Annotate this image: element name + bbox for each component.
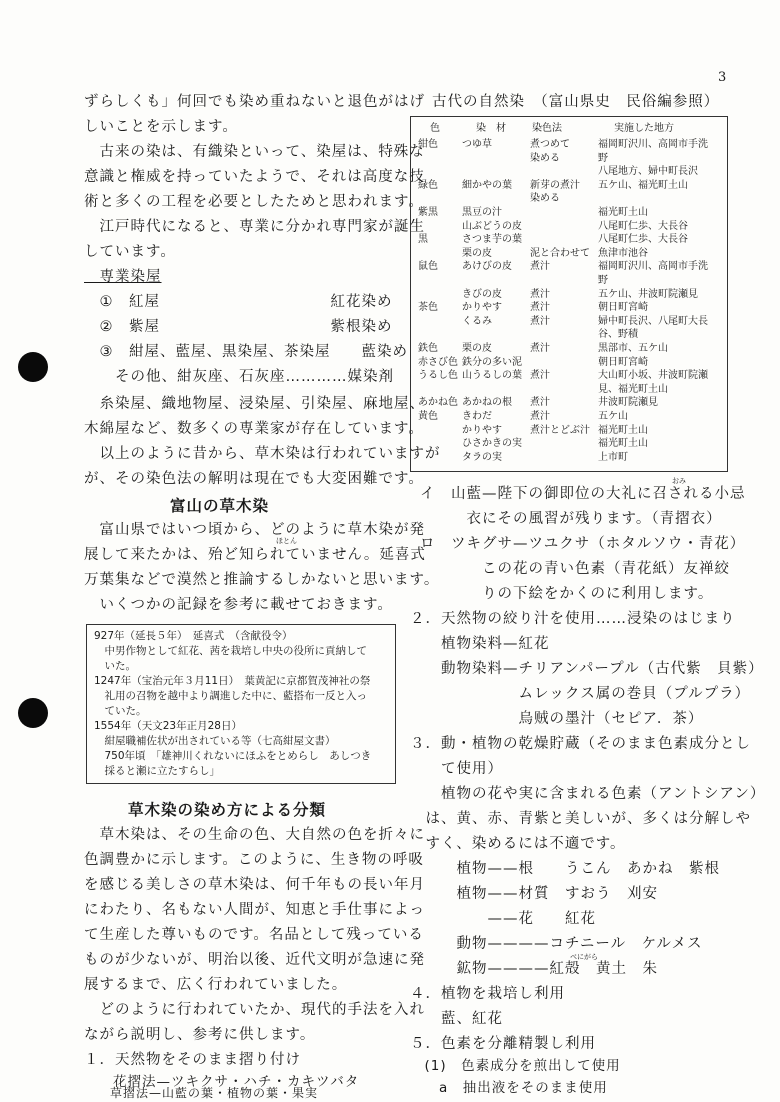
table-cell-material: ひさかきの実 (462, 438, 522, 450)
record-line: 中男作物として紅花、茜を栽培し中央の役所に貢納して (94, 645, 367, 657)
right-line: ——花 紅花 (410, 911, 596, 927)
right-line: ムレックス属の巻貝（プルプラ） (410, 686, 751, 702)
table-title: 古代の自然染 （富山県史 民俗編参照） (432, 94, 720, 110)
table-cell-region: 福岡町沢川、高岡市手洗 (598, 139, 708, 150)
table-cell-color: 茶色 (418, 302, 438, 314)
right-line: 烏贼の墨汁（セピア．茶） (410, 711, 704, 727)
table-cell-color: 赤さび色 (418, 356, 458, 368)
table-cell-color: 鼠色 (418, 261, 438, 273)
table-cell-method: 煮汁とどぶ汁 (530, 424, 590, 436)
table-cell-region: 福光町土山 (598, 424, 648, 436)
table-cell-region: 谷、野積 (598, 329, 638, 341)
right-line: ４．植物を栽培し利用 (410, 986, 565, 1002)
right-line: 衣にその風習が残ります。（青摺衣） (420, 511, 722, 527)
record-line: 927年（延長５年） 延喜式 （含献役令） (94, 630, 293, 642)
table-cell-region: 福岡町沢川、高岡市手洗 (598, 261, 708, 273)
left-line: 展するまで、広く行われていました。 (84, 977, 348, 993)
table-cell-region: 野 (598, 275, 608, 286)
specialty-dyers-heading: 専業染屋 (84, 269, 162, 285)
ruby-hotondo: ほとん (276, 537, 297, 545)
left-line: にわたり、名もない人間が、知恵と手仕事によっ (84, 902, 425, 918)
table-cell-method: 染める (530, 152, 560, 164)
left-line: ③ 紺屋、藍屋、黒染屋、茶染屋 藍染め (84, 344, 408, 360)
record-line: 1247年（宝治元年３月11日） 葉黄記に京都賀茂神社の祭 (94, 675, 371, 687)
table-cell-material: つゆ草 (462, 139, 492, 150)
table-cell-color: 紫黒 (418, 207, 438, 218)
right-line: ３．動・植物の乾燥貯蔵（そのまま色素成分とし (410, 736, 751, 752)
table-cell-region: 大山町小坂、井波町院瀬 (598, 370, 708, 382)
table-cell-material: くるみ (462, 315, 492, 327)
table-cell-region: 見、福光町土山 (598, 383, 668, 395)
left-line: ① 紅屋 紅花染め (84, 294, 393, 310)
table-cell-method: 新芽の煮汁 (530, 179, 580, 191)
punch-hole-bottom (18, 698, 48, 728)
table-cell-region: 福光町土山 (598, 207, 648, 218)
table-cell-color: うるし色 (418, 370, 458, 382)
left-line: ずらしくも」何回でも染め重ねないと退色がはげ (84, 94, 425, 110)
right-line: a 抽出液をそのまま使用 (410, 1080, 608, 1096)
left-line: 意識と権威を持っていたようで、それは高度な技 (84, 169, 425, 185)
table-cell-material: さつま芋の葉 (462, 234, 522, 246)
left-line: 展して来たかは、殆ど知られていません。延喜式 (84, 547, 426, 563)
table-header-material: 染 材 (476, 123, 506, 134)
right-line: 藍、紅花 (410, 1011, 503, 1027)
right-line: 動物————コチニール ケルメス (410, 936, 703, 952)
table-cell-region: 福光町土山 (598, 438, 648, 450)
right-line: ロ ツキグサ—ツユクサ（ホタルソウ・青花） (420, 536, 746, 552)
table-cell-color: 黒 (418, 234, 428, 246)
ruby-omi: おみ (672, 477, 686, 485)
table-cell-method: 煮汁 (530, 302, 550, 314)
record-line: ていた。 (94, 705, 147, 717)
left-line: 木綿屋など、数多くの専業家が存在しています。 (84, 421, 424, 437)
left-line: 富山県ではいつ頃から、どのように草木染が発 (84, 522, 425, 538)
left-line: ながら説明し、参考に供します。 (84, 1027, 316, 1043)
table-cell-method: 煮汁 (530, 397, 550, 409)
left-line: しています。 (84, 244, 176, 260)
left-line: 江戸時代になると、専業に分かれ専門家が誕生 (84, 219, 425, 235)
left-line: 花摺法—ツキクサ・ハチ・カキツバタ (84, 1074, 360, 1090)
table-cell-color: 緑色 (418, 179, 438, 191)
right-line: すく、染めるには不適です。 (410, 836, 626, 852)
left-line: を感じる美しさの草木染は、何千年もの長い年月 (84, 877, 425, 893)
table-cell-region: 八尾町仁歩、大長谷 (598, 234, 688, 246)
table-cell-color: 紺色 (418, 139, 438, 150)
table-cell-color: あかね色 (418, 397, 458, 409)
punch-hole-top (18, 352, 48, 382)
left-line: 糸染屋、織地物屋、浸染屋、引染屋、麻地屋、 (84, 396, 425, 412)
right-line: (1) 色素成分を煎出して使用 (410, 1058, 621, 1074)
table-cell-method: 煮汁 (530, 343, 550, 354)
right-line: は、黄、赤、青紫と美しいが、多くは分解しや (410, 811, 751, 827)
ruby-benigara: べにがら (570, 953, 598, 961)
left-line: １．天然物をそのまま摺り付け (84, 1052, 301, 1068)
table-cell-region: 五ケ山 (598, 411, 628, 422)
left-line: 草摺法—山藍の葉・植物の葉・果実 (84, 1086, 319, 1100)
table-cell-method: 煮汁 (530, 315, 550, 327)
table-cell-region: 八尾地方、婦中町長沢 (598, 166, 698, 178)
table-cell-method: 煮汁 (530, 411, 550, 422)
left-line: 色調豊かに示します。このように、生き物の呼吸 (84, 852, 424, 868)
left-line: 以上のように昔から、草木染は行われていますが (84, 446, 441, 462)
table-cell-region: 魚津市池谷 (598, 247, 648, 259)
table-cell-region: 婦中町長沢、八尾町大長 (598, 315, 708, 327)
right-line: りの下絵をかくのに利用します。 (420, 586, 714, 602)
table-cell-material: タラの実 (462, 451, 502, 463)
heading-toyama-dyeing: 富山の草木染 (170, 497, 270, 515)
table-cell-region: 上市町 (598, 451, 628, 463)
table-cell-material: 山ぶどうの皮 (462, 220, 522, 232)
right-line: 動物染料—チリアンパープル（古代紫 貝紫） (410, 661, 764, 677)
record-line: 礼用の召物を越中より調進した中に、藍搭布一反と入っ (94, 690, 367, 702)
table-cell-color: 黄色 (418, 411, 438, 422)
table-cell-material: あけびの皮 (462, 261, 512, 273)
table-cell-region: 野 (598, 152, 608, 164)
right-line: 植物染料—紅花 (410, 636, 550, 652)
record-line: いた。 (94, 660, 136, 672)
table-cell-material: きびの皮 (462, 288, 502, 300)
table-cell-method: 煮汁 (530, 261, 550, 273)
left-line: どのように行われていたか、現代的手法を入れ (84, 1002, 425, 1018)
left-line: が、その染色法の解明は現在でも大変困難です。 (84, 471, 424, 487)
table-cell-material: かりやす (462, 424, 502, 436)
page-number: 3 (718, 70, 727, 85)
right-line: 鉱物————紅殻 黄土 朱 (410, 961, 658, 977)
left-line: て生産した尊いものです。名品として残っている (84, 927, 424, 943)
record-line: 750年頃 「雄神川くれないにほふをとめらし あしつき (94, 750, 372, 762)
table-cell-material: 栗の皮 (462, 343, 492, 354)
table-header-region: 実施した地方 (614, 123, 674, 134)
table-cell-method: 泥と合わせて (530, 247, 590, 259)
record-line: 紺屋職補佐状が出されている等（七高紺屋文書） (94, 735, 336, 747)
table-cell-material: 細かやの葉 (462, 179, 512, 191)
table-cell-material: 山うるしの葉 (462, 370, 522, 382)
table-cell-material: 黒豆の汁 (462, 207, 502, 218)
table-cell-region: 五ケ山、福光町土山 (598, 179, 688, 191)
table-cell-material: 栗の皮 (462, 247, 492, 259)
right-line: ５．色素を分離精製し利用 (410, 1036, 596, 1052)
left-line: しいことを示します。 (84, 119, 238, 135)
heading-classification: 草木染の染め方による分類 (128, 801, 327, 819)
left-line: 術と多くの工程を必要としたためと思われます。 (84, 194, 424, 210)
right-line: イ 山藍—陛下の御即位の大礼に召される小忌 (420, 486, 746, 502)
table-cell-material: かりやす (462, 302, 502, 314)
right-line: この花の青い色素（青花紙）友禅絞 (420, 561, 730, 577)
table-cell-region: 黒部市、五ケ山 (598, 343, 668, 354)
left-line: 万葉集などで漠然と推論するしかないと思います。 (84, 572, 440, 588)
table-cell-method: 染める (530, 193, 560, 205)
right-line: 植物——材質 すおう 刈安 (410, 886, 658, 902)
record-line: 採ると瀬に立たすらし」 (94, 765, 220, 777)
left-line: ものが少ないが、明治以後、近代文明が急速に発 (84, 952, 425, 968)
right-line: ２．天然物の絞り汁を使用……浸染のはじまり (410, 611, 736, 627)
table-header-color: 色 (430, 123, 440, 134)
left-line: その他、紺灰座、石灰座…………媒染剤 (84, 369, 394, 385)
table-cell-region: 五ケ山、井波町院瀬見 (598, 288, 698, 300)
right-line: 植物——根 うこん あかね 紫根 (410, 861, 720, 877)
left-line: 古来の染は、有織染といって、染屋は、特殊な (84, 144, 425, 160)
right-line: て使用） (410, 761, 503, 777)
table-cell-material: 鉄分の多い泥 (462, 356, 522, 368)
table-cell-region: 朝日町宮崎 (598, 356, 648, 368)
table-cell-material: きわだ (462, 411, 492, 422)
table-cell-color: 鉄色 (418, 343, 438, 354)
table-cell-method: 煮つめて (530, 139, 570, 150)
left-line: ② 紫屋 紫根染め (84, 319, 393, 335)
table-cell-method: 煮汁 (530, 370, 550, 382)
table-header-method: 染色法 (532, 123, 562, 134)
table-cell-material: あかねの根 (462, 397, 512, 409)
table-cell-region: 八尾町仁歩、大長谷 (598, 220, 688, 232)
table-cell-region: 朝日町宮崎 (598, 302, 648, 314)
table-cell-region: 井波町院瀬見 (598, 397, 658, 409)
table-cell-method: 煮汁 (530, 288, 550, 300)
left-line: いくつかの記録を参考に載せておきます。 (84, 597, 393, 613)
record-line: 1554年（天文23年正月28日） (94, 720, 242, 732)
left-line: 草木染は、その生命の色、大自然の色を折々に (84, 827, 425, 843)
right-line: 植物の花や実に含まれる色素（アントシアン） (410, 786, 766, 802)
